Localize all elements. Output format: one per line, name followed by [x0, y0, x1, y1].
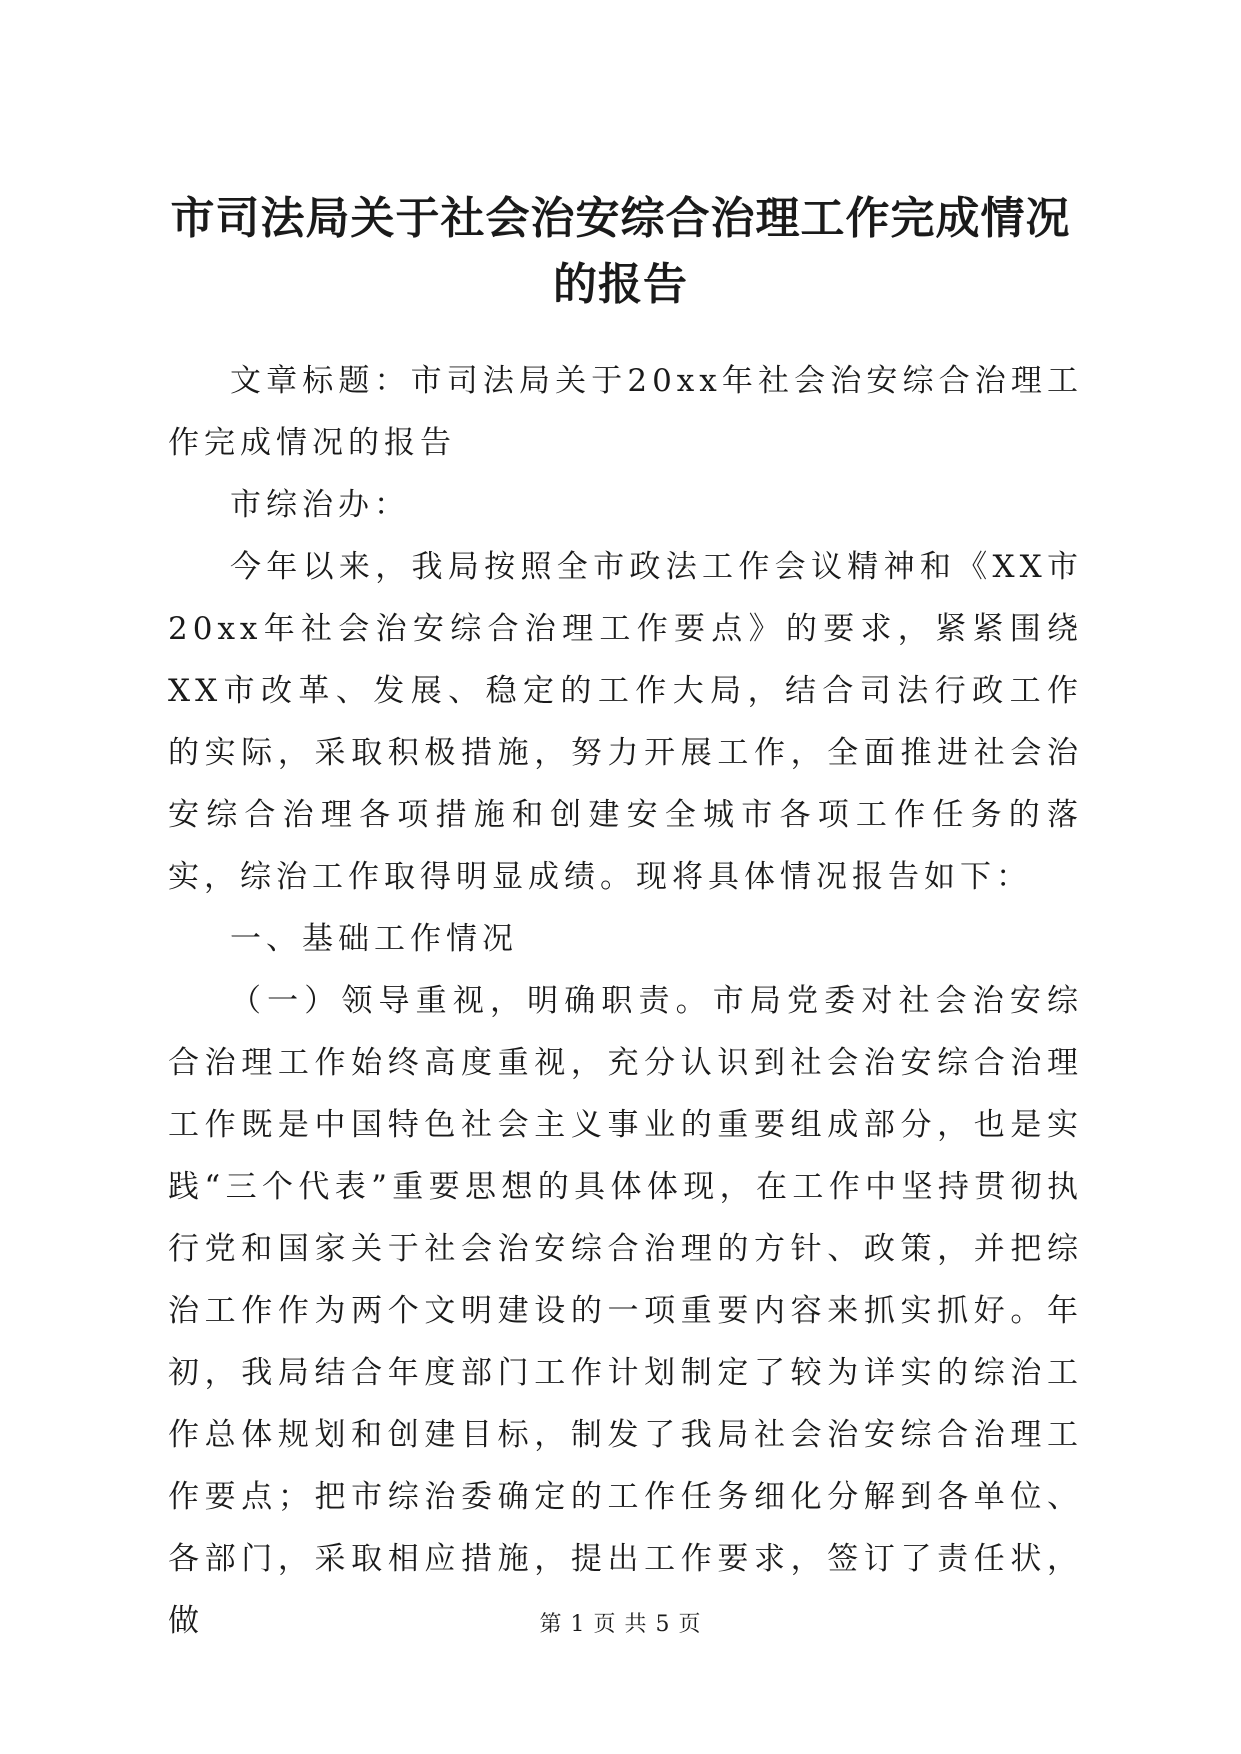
paragraph-subsection-one: （一）领导重视，明确职责。市局党委对社会治安综合治理工作始终高度重视，充分认识到社会治安综合治理工作既是中国特色社会主义事业的重要组成部分，也是实践“三个代表”重要思想的具体体现，在工作中坚持贯彻执行党和国家关于社会治安综合治理的方针、政策，并把综治工作作为两个文明建设的一项重要内容来抓实抓好。年初，我局结合年度部门工作计划制定了较为详实的综治工作总体规划和创建目标，制发了我局社会治安综合治理工作要点；把市综治委确定的工作任务细化分解到各单位、各部门，采取相应措施，提出工作要求，签订了责任状，做: [168, 983, 1083, 1639]
document-body: [168, 350, 1083, 1652]
section-heading: 一、基础工作情况: [230, 921, 518, 957]
paragraph-introduction: 今年以来，我局按照全市政法工作会议精神和《XX市20xx年社会治安综合治理工作要点》的要求，紧紧围绕XX市改革、发展、稳定的工作大局，结合司法行政工作的实际，采取积极措施，努力开展工作，全面推进社会治安综合治理各项措施和创建安全城市各项工作任务的落实，综治工作取得明显成绩。现将具体情况报告如下：: [168, 549, 1083, 895]
paragraph-salutation: 市综治办：: [230, 487, 410, 523]
paragraph-article-title: 文章标题：市司法局关于20xx年社会治安综合治理工作完成情况的报告: [168, 363, 1083, 461]
page-footer: 第 1 页 共 5 页: [539, 1612, 702, 1637]
document-title: 市司法局关于社会治安综合治理工作完成情况的报告: [170, 193, 1071, 310]
